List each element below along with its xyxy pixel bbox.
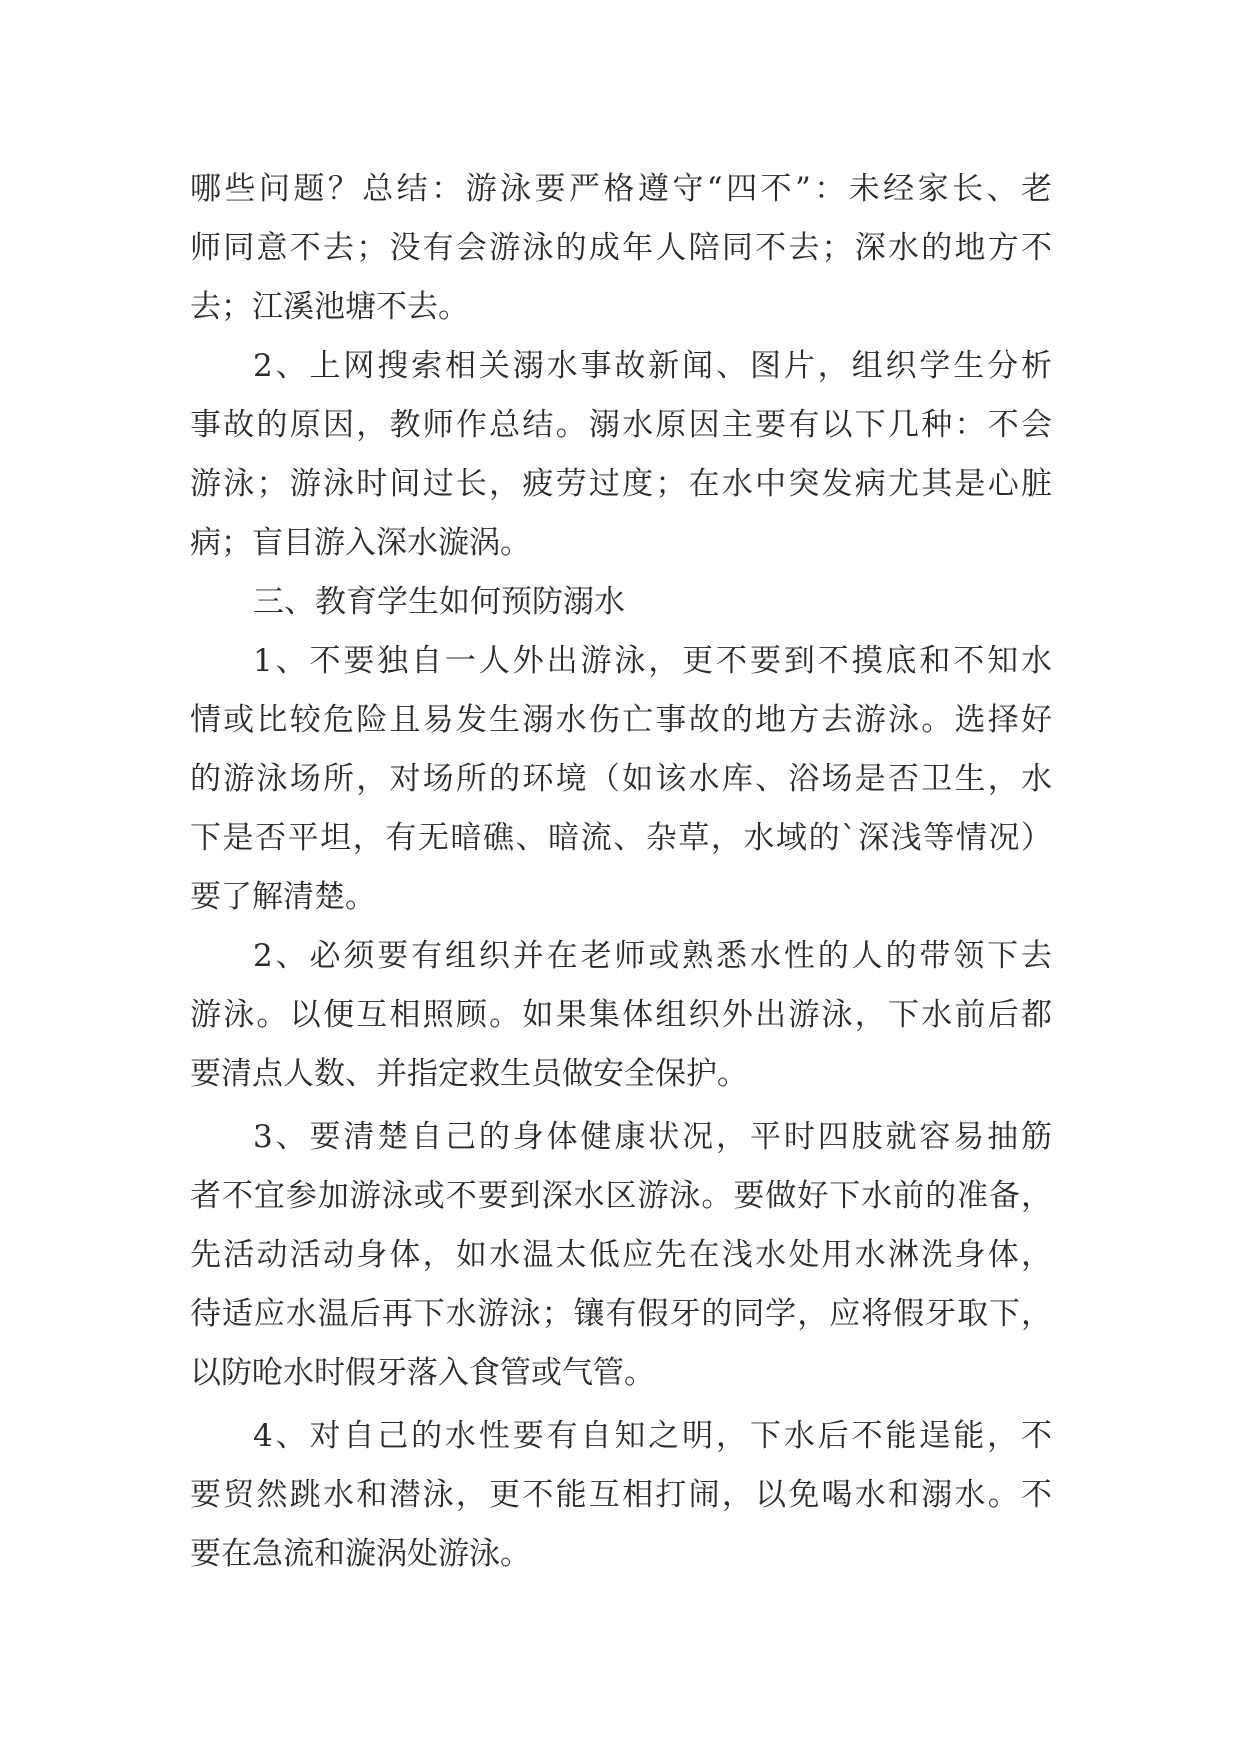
text-line: 4、对自己的水性要有自知之明，下水后不能逞能，不 [253, 1418, 1052, 1454]
text-line: 情或比较危险且易发生溺水伤亡事故的地方去游泳。选择好 [190, 702, 1052, 738]
text-line: 师同意不去；没有会游泳的成年人陪同不去；深水的地方不 [190, 230, 1052, 266]
section-heading-prevention [190, 573, 1052, 632]
paragraph-prevention-item-1 [190, 632, 1052, 927]
text-line: 2、上网搜索相关溺水事故新闻、图片，组织学生分析 [253, 348, 1052, 384]
text-line: 下是否平坦，有无暗礁、暗流、杂草，水域的`深浅等情况） [190, 820, 1052, 856]
text-line: 先活动活动身体，如水温太低应先在浅水处用水淋洗身体， [190, 1237, 1052, 1273]
text-line: 哪些问题？总结：游泳要严格遵守“四不”：未经家长、老 [190, 171, 1052, 207]
text-line: 游泳；游泳时间过长，疲劳过度；在水中突发病尤其是心脏 [190, 466, 1052, 502]
paragraph-prevention-item-2 [190, 927, 1052, 1104]
text-line: 要清点人数、并指定救生员做安全保护。 [190, 1056, 748, 1092]
section-heading-text: 三、教育学生如何预防溺水 [253, 584, 625, 620]
text-line: 要了解清楚。 [190, 879, 376, 915]
document-body [190, 160, 1052, 1584]
text-line: 游泳。以便互相照顾。如果集体组织外出游泳，下水前后都 [190, 997, 1052, 1033]
text-line: 2、必须要有组织并在老师或熟悉水性的人的带领下去 [253, 938, 1052, 974]
text-line: 去；江溪池塘不去。 [190, 289, 469, 325]
text-line: 病；盲目游入深水漩涡。 [190, 525, 531, 561]
text-line: 3、要清楚自己的身体健康状况，平时四肢就容易抽筋 [253, 1119, 1052, 1155]
paragraph-drowning-causes [190, 337, 1052, 573]
text-line: 以防呛水时假牙落入食管或气管。 [190, 1355, 655, 1391]
text-line: 者不宜参加游泳或不要到深水区游泳。要做好下水前的准备， [190, 1178, 1052, 1214]
text-line: 1、不要独自一人外出游泳，更不要到不摸底和不知水 [253, 643, 1052, 679]
text-line: 事故的原因，教师作总结。溺水原因主要有以下几种：不会 [190, 407, 1052, 443]
paragraph-prevention-item-4 [190, 1407, 1052, 1584]
paragraph-prevention-item-3 [190, 1108, 1052, 1403]
text-line: 要贸然跳水和潜泳，更不能互相打闹，以免喝水和溺水。不 [190, 1477, 1052, 1513]
text-line: 要在急流和漩涡处游泳。 [190, 1536, 531, 1572]
text-line: 的游泳场所，对场所的环境（如该水库、浴场是否卫生，水 [190, 761, 1052, 797]
text-line: 待适应水温后再下水游泳；镶有假牙的同学，应将假牙取下， [190, 1296, 1052, 1332]
paragraph-swimming-rules-summary [190, 160, 1052, 337]
